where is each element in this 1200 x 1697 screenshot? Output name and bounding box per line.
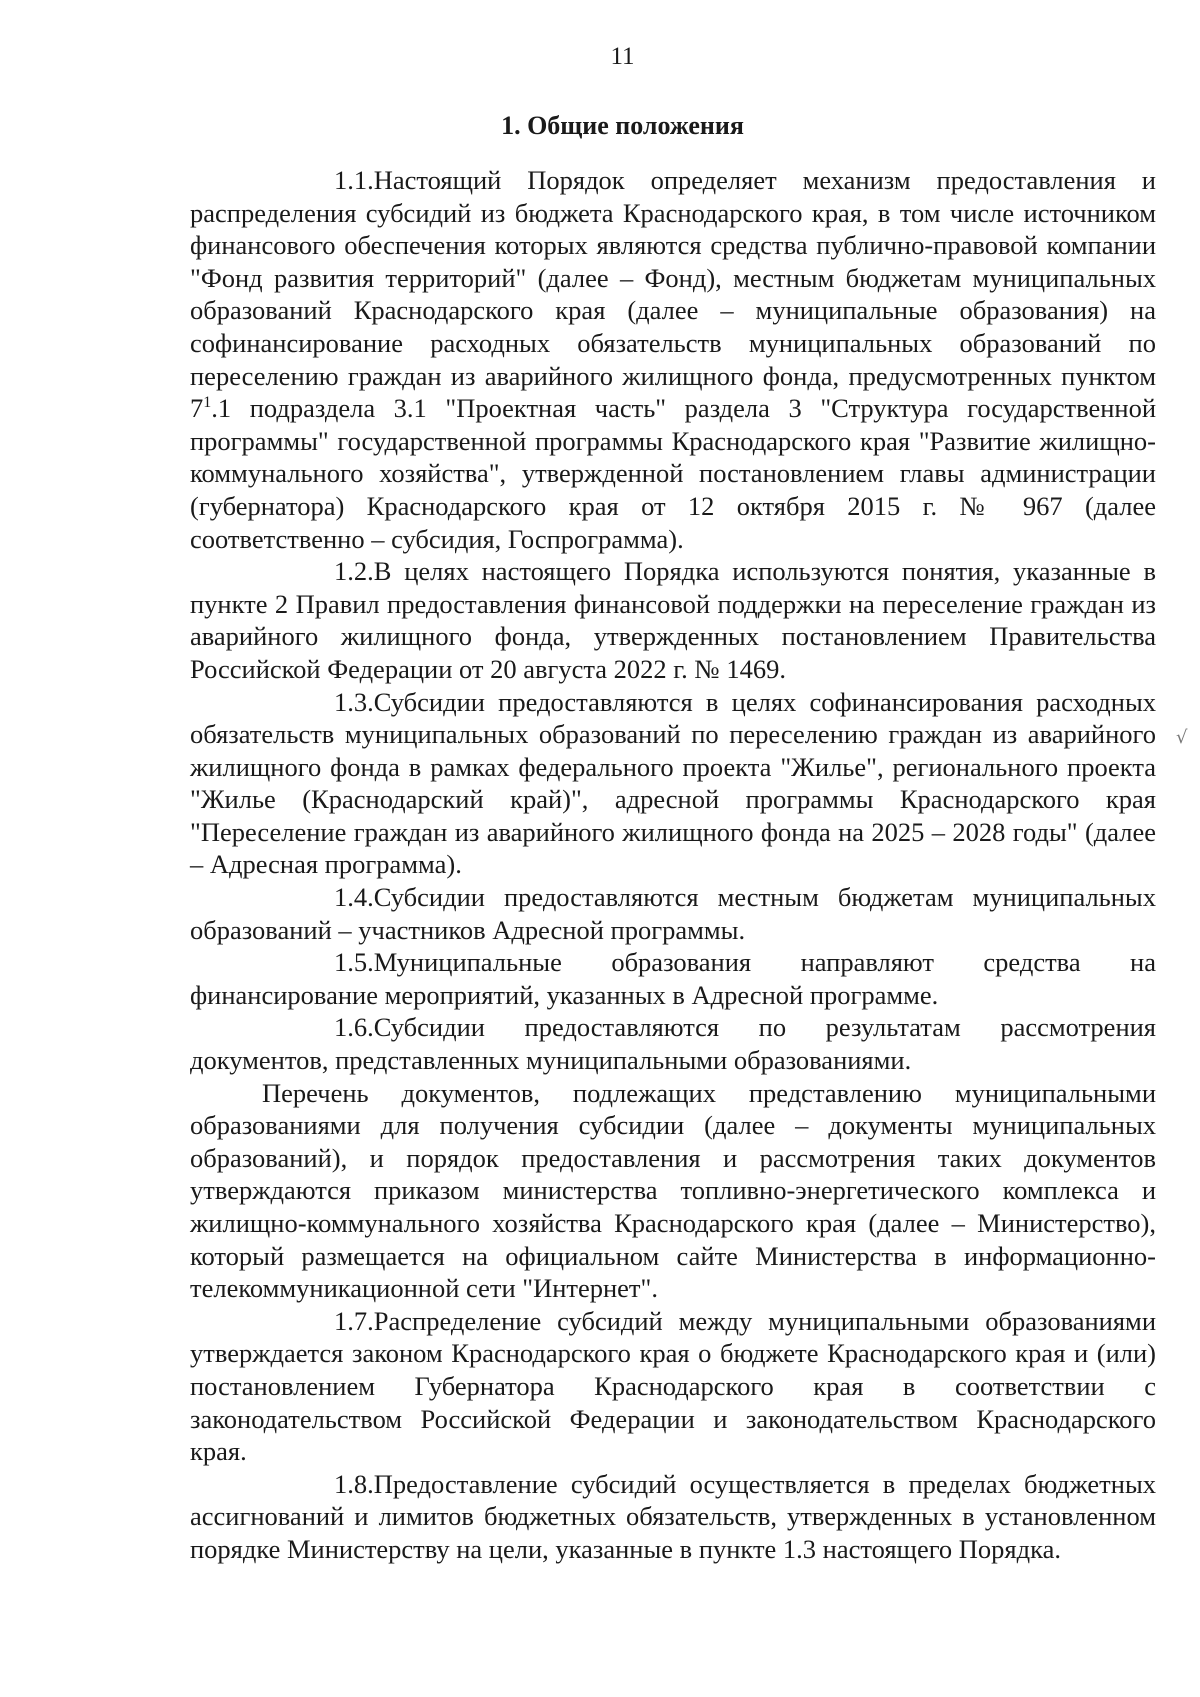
paragraph-1-6-continued — [190, 1077, 1156, 1305]
paragraph-1-5 — [190, 946, 1156, 1011]
paragraph-1-2 — [190, 555, 1156, 685]
paragraph-1-1 — [190, 164, 1156, 555]
paragraph-text: Муниципальные образования направляют средства на финансирование мероприятий, указанных в Адресной программе. — [190, 947, 1156, 1010]
paragraph-text-continued: .1 подраздела 3.1 "Проектная часть" раздела 3 "Структура государственной программы" государственной программы Краснодарского края "Развитие жилищно-коммунального хозяйства", утвержденной постановлением главы администрации (губернатора) Краснодарского края от 12 октября 2015 г. № 967 (далее соответственно – субсидия, Госпрограмма). — [190, 393, 1156, 554]
paragraph-number: 1.1. — [334, 165, 374, 195]
document-body — [190, 164, 1156, 1566]
paragraph-1-3 — [190, 686, 1156, 882]
page-number: 11 — [610, 43, 635, 70]
paragraph-text: Субсидии предоставляются по результатам рассмотрения документов, представленных муниципальными образованиями. — [190, 1012, 1156, 1076]
paragraph-text: Распределение субсидий между муниципальными образованиями утверждается законом Краснодарского края о бюджете Краснодарского края и (или) постановлением Губернатора Краснодарского края в соответствии с законодательством Российской Федерации и законодательством Краснодарского края. — [190, 1305, 1156, 1467]
paragraph-text: Настоящий Порядок определяет механизм предоставления и распределения субсидий из бюджета Краснодарского края, в том числе источником финансового обеспечения которых являются средства публично-правовой компании "Фонд развития территорий" (далее – Фонд), местным бюджетам муниципальных образований Краснодарского края (далее – муниципальные образования) на софинансирование расходных обязательств муниципальных образований по переселению граждан из аварийного жилищного фонда, предусмотренных пунктом 7 — [190, 165, 1156, 424]
paragraph-text: Перечень документов, подлежащих представлению муниципальными образованиями для получения субсидии (далее – документы муниципальных образований), и порядок предоставления и рассмотрения таких документов утверждаются приказом министерства топливно-энергетического комплекса и жилищно-коммунального хозяйства Краснодарского края (далее – Министерство), который размещается на официальном сайте Министерства в информационно-телекоммуникационной сети "Интернет". — [190, 1077, 1156, 1304]
paragraph-number: 1.2. — [334, 556, 374, 587]
paragraph-number: 1.4. — [334, 882, 374, 913]
section-title: 1. Общие положения — [501, 111, 744, 140]
paragraph-number: 1.6. — [334, 1012, 374, 1043]
paragraph-text: В целях настоящего Порядка используются понятия, указанные в пункте 2 Правил предоставления финансовой поддержки на переселение граждан из аварийного жилищного фонда, утвержденных постановлением Правительства Российской Федерации от 20 августа 2022 г. № 1469. — [190, 556, 1156, 684]
paragraph-1-8 — [190, 1468, 1156, 1566]
paragraph-1-7 — [190, 1305, 1156, 1468]
paragraph-1-6 — [190, 1011, 1156, 1076]
superscript: 1 — [203, 394, 212, 412]
paragraph-text: Субсидии предоставляются в целях софинансирования расходных обязательств муниципальных образований по переселению граждан из аварийного жилищного фонда в рамках федерального проекта "Жилье", регионального проекта "Жилье (Краснодарский край)", адресной программы Краснодарского края "Переселение граждан из аварийного жилищного фонда на 2025 – 2028 годы" (далее – Адресная программа). — [190, 686, 1156, 880]
paragraph-number: 1.5. — [334, 947, 374, 978]
paragraph-1-4 — [190, 881, 1156, 946]
paragraph-number: 1.7. — [334, 1305, 374, 1336]
margin-check-mark: √ — [1176, 727, 1188, 748]
paragraph-number: 1.3. — [334, 686, 374, 717]
paragraph-number: 1.8. — [334, 1468, 374, 1499]
paragraph-text: Субсидии предоставляются местным бюджетам муниципальных образований – участников Адресной программы. — [190, 882, 1156, 945]
paragraph-text: Предоставление субсидий осуществляется в пределах бюджетных ассигнований и лимитов бюджетных обязательств, утвержденных в установленном порядке Министерству на цели, указанные в пункте 1.3 настоящего Порядка. — [190, 1468, 1156, 1564]
